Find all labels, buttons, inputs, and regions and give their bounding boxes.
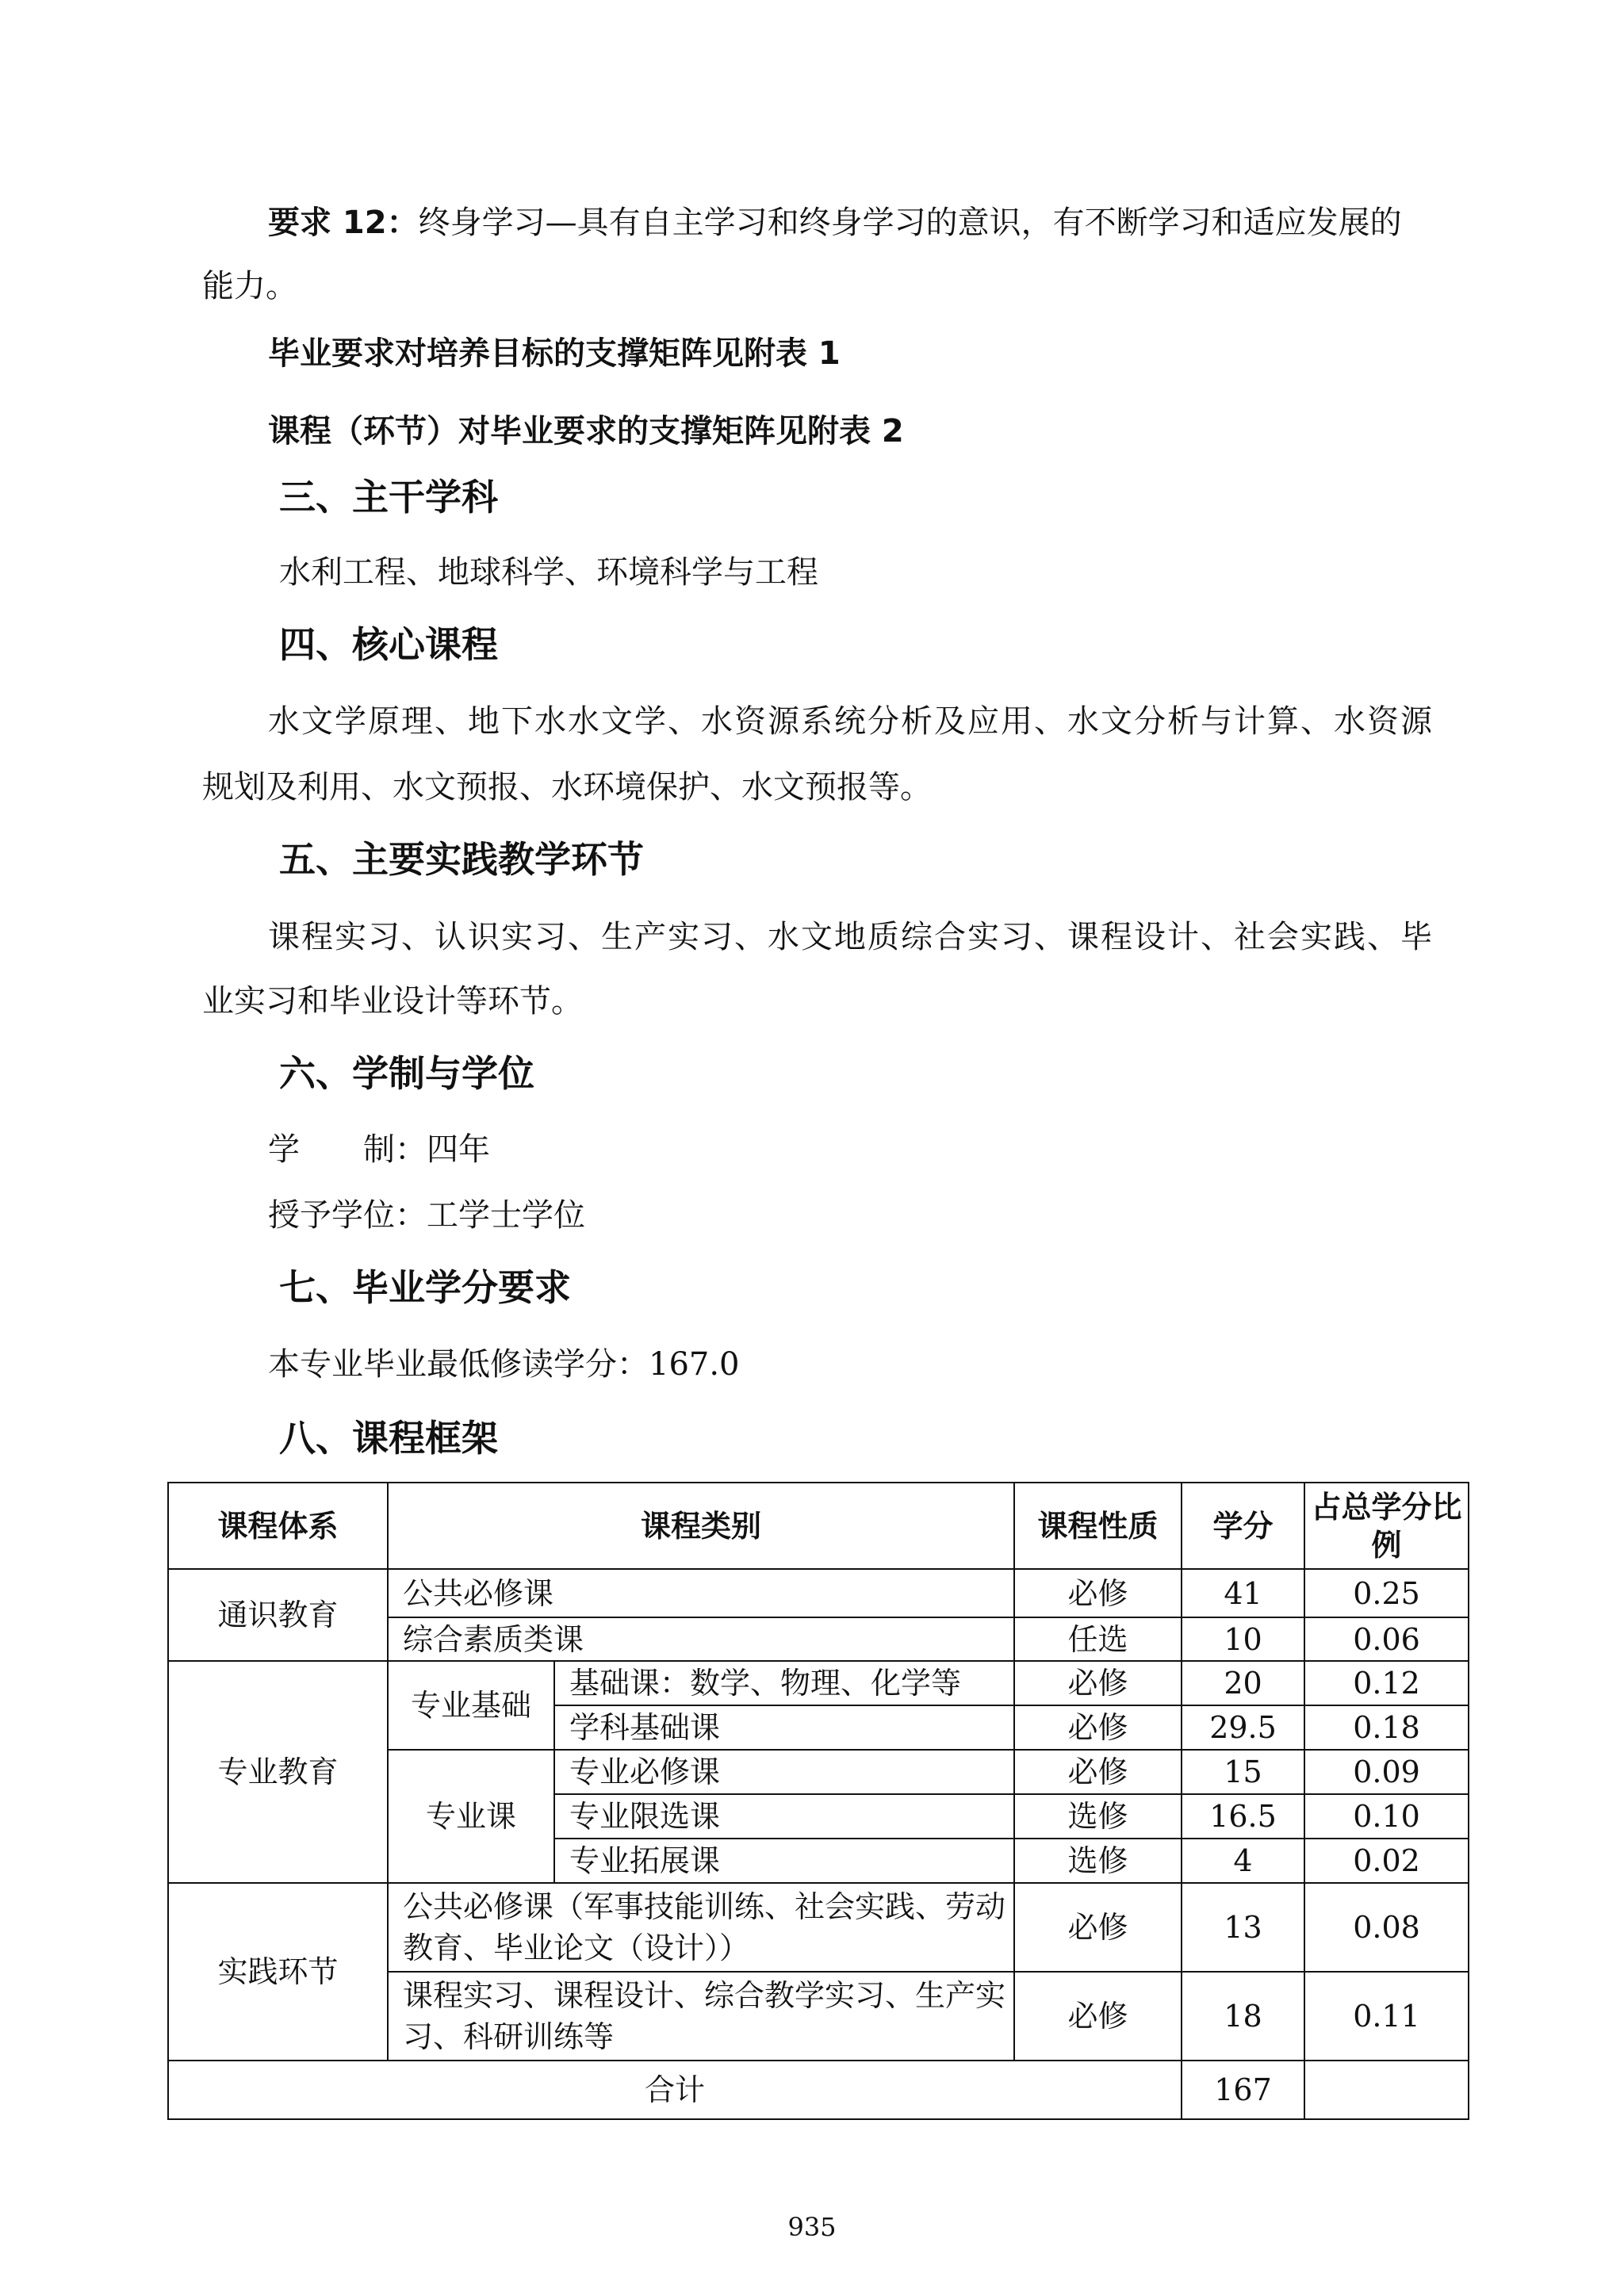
nature-cell: 选修 xyxy=(1014,1794,1182,1839)
table-total-row xyxy=(168,2061,1469,2119)
subgroup-pro-course: 专业课 xyxy=(388,1750,554,1883)
credits-cell: 20 xyxy=(1182,1661,1304,1705)
header-credits: 学分 xyxy=(1182,1483,1304,1569)
group-general: 通识教育 xyxy=(168,1569,388,1661)
degree-label: 授予学位： xyxy=(268,1197,427,1234)
category-cell: 学科基础课 xyxy=(554,1705,1014,1750)
section-5-title: 五、主要实践教学环节 xyxy=(279,838,644,881)
requirement-12-text: 终身学习—具有自主学习和终身学习的意识，有不断学习和适应发展的 xyxy=(418,205,1402,241)
nature-cell: 必修 xyxy=(1014,1569,1182,1617)
total-ratio xyxy=(1304,2061,1469,2119)
ratio-cell: 0.11 xyxy=(1304,1972,1469,2061)
section-4-title: 四、核心课程 xyxy=(279,623,498,666)
credits-cell: 13 xyxy=(1182,1883,1304,1972)
ratio-cell: 0.06 xyxy=(1304,1617,1469,1661)
degree-value: 工学士学位 xyxy=(427,1197,585,1234)
section-6-degree xyxy=(268,1193,585,1238)
category-cell: 公共必修课 xyxy=(388,1569,1014,1617)
table-row xyxy=(168,1883,1469,1972)
section-3-title: 三、主干学科 xyxy=(279,476,498,519)
category-cell: 专业限选课 xyxy=(554,1794,1014,1839)
category-cell: 基础课：数学、物理、化学等 xyxy=(554,1661,1014,1705)
credits-cell: 29.5 xyxy=(1182,1705,1304,1750)
requirement-12-line2: 能力。 xyxy=(202,268,297,304)
credits-cell: 4 xyxy=(1182,1839,1304,1883)
section-8-title: 八、课程框架 xyxy=(279,1417,498,1460)
ratio-cell: 0.25 xyxy=(1304,1569,1469,1617)
credits-cell: 41 xyxy=(1182,1569,1304,1617)
group-practice: 实践环节 xyxy=(168,1883,388,2061)
nature-cell: 必修 xyxy=(1014,1883,1182,1972)
header-system: 课程体系 xyxy=(168,1483,388,1569)
table-row xyxy=(168,1569,1469,1617)
section-5-line1: 课程实习、认识实习、生产实习、水文地质综合实习、课程设计、社会实践、毕 xyxy=(268,919,1432,955)
section-3-text: 水利工程、地球科学、环境科学与工程 xyxy=(279,554,818,591)
table-header-row xyxy=(168,1483,1469,1569)
section-7-title: 七、毕业学分要求 xyxy=(279,1266,571,1309)
section-4-line2: 规划及利用、水文预报、水环境保护、水文预报等。 xyxy=(202,769,932,806)
total-credits: 167 xyxy=(1182,2061,1304,2119)
category-cell: 课程实习、课程设计、综合教学实习、生产实习、科研训练等 xyxy=(388,1972,1014,2061)
requirement-12-line1 xyxy=(268,201,1402,245)
ratio-cell: 0.02 xyxy=(1304,1839,1469,1883)
credits-cell: 10 xyxy=(1182,1617,1304,1661)
nature-cell: 选修 xyxy=(1014,1839,1182,1883)
section-6-title: 六、学制与学位 xyxy=(279,1052,534,1095)
nature-cell: 必修 xyxy=(1014,1972,1182,2061)
ratio-cell: 0.08 xyxy=(1304,1883,1469,1972)
section-5-line2: 业实习和毕业设计等环节。 xyxy=(202,983,583,1020)
matrix-note-2: 课程（环节）对毕业要求的支撑矩阵见附表 2 xyxy=(268,413,904,450)
nature-cell: 必修 xyxy=(1014,1661,1182,1705)
category-cell: 公共必修课（军事技能训练、社会实践、劳动教育、毕业论文（设计）） xyxy=(388,1883,1014,1972)
category-cell: 专业拓展课 xyxy=(554,1839,1014,1883)
requirement-12-label: 要求 12： xyxy=(268,205,419,241)
duration-label: 学 制： xyxy=(268,1131,427,1168)
header-nature: 课程性质 xyxy=(1014,1483,1182,1569)
credits-cell: 16.5 xyxy=(1182,1794,1304,1839)
header-category: 课程类别 xyxy=(388,1483,1014,1569)
ratio-cell: 0.12 xyxy=(1304,1661,1469,1705)
group-professional: 专业教育 xyxy=(168,1661,388,1883)
total-label: 合计 xyxy=(168,2061,1182,2119)
credits-cell: 18 xyxy=(1182,1972,1304,2061)
ratio-cell: 0.10 xyxy=(1304,1794,1469,1839)
nature-cell: 任选 xyxy=(1014,1617,1182,1661)
ratio-cell: 0.09 xyxy=(1304,1750,1469,1794)
section-6-duration xyxy=(268,1127,490,1172)
table-row xyxy=(168,1661,1469,1705)
category-cell: 专业必修课 xyxy=(554,1750,1014,1794)
category-cell: 综合素质类课 xyxy=(388,1617,1014,1661)
header-ratio: 占总学分比例 xyxy=(1304,1483,1469,1569)
course-framework-table xyxy=(167,1482,1469,2120)
nature-cell: 必修 xyxy=(1014,1705,1182,1750)
matrix-note-1: 毕业要求对培养目标的支撑矩阵见附表 1 xyxy=(268,335,841,372)
nature-cell: 必修 xyxy=(1014,1750,1182,1794)
credits-cell: 15 xyxy=(1182,1750,1304,1794)
section-4-line1: 水文学原理、地下水水文学、水资源系统分析及应用、水文分析与计算、水资源 xyxy=(268,703,1432,740)
duration-value: 四年 xyxy=(427,1131,490,1168)
section-7-text: 本专业毕业最低修读学分：167.0 xyxy=(268,1346,740,1383)
page-number: 935 xyxy=(787,2212,837,2242)
subgroup-pro-basic: 专业基础 xyxy=(388,1661,554,1750)
ratio-cell: 0.18 xyxy=(1304,1705,1469,1750)
